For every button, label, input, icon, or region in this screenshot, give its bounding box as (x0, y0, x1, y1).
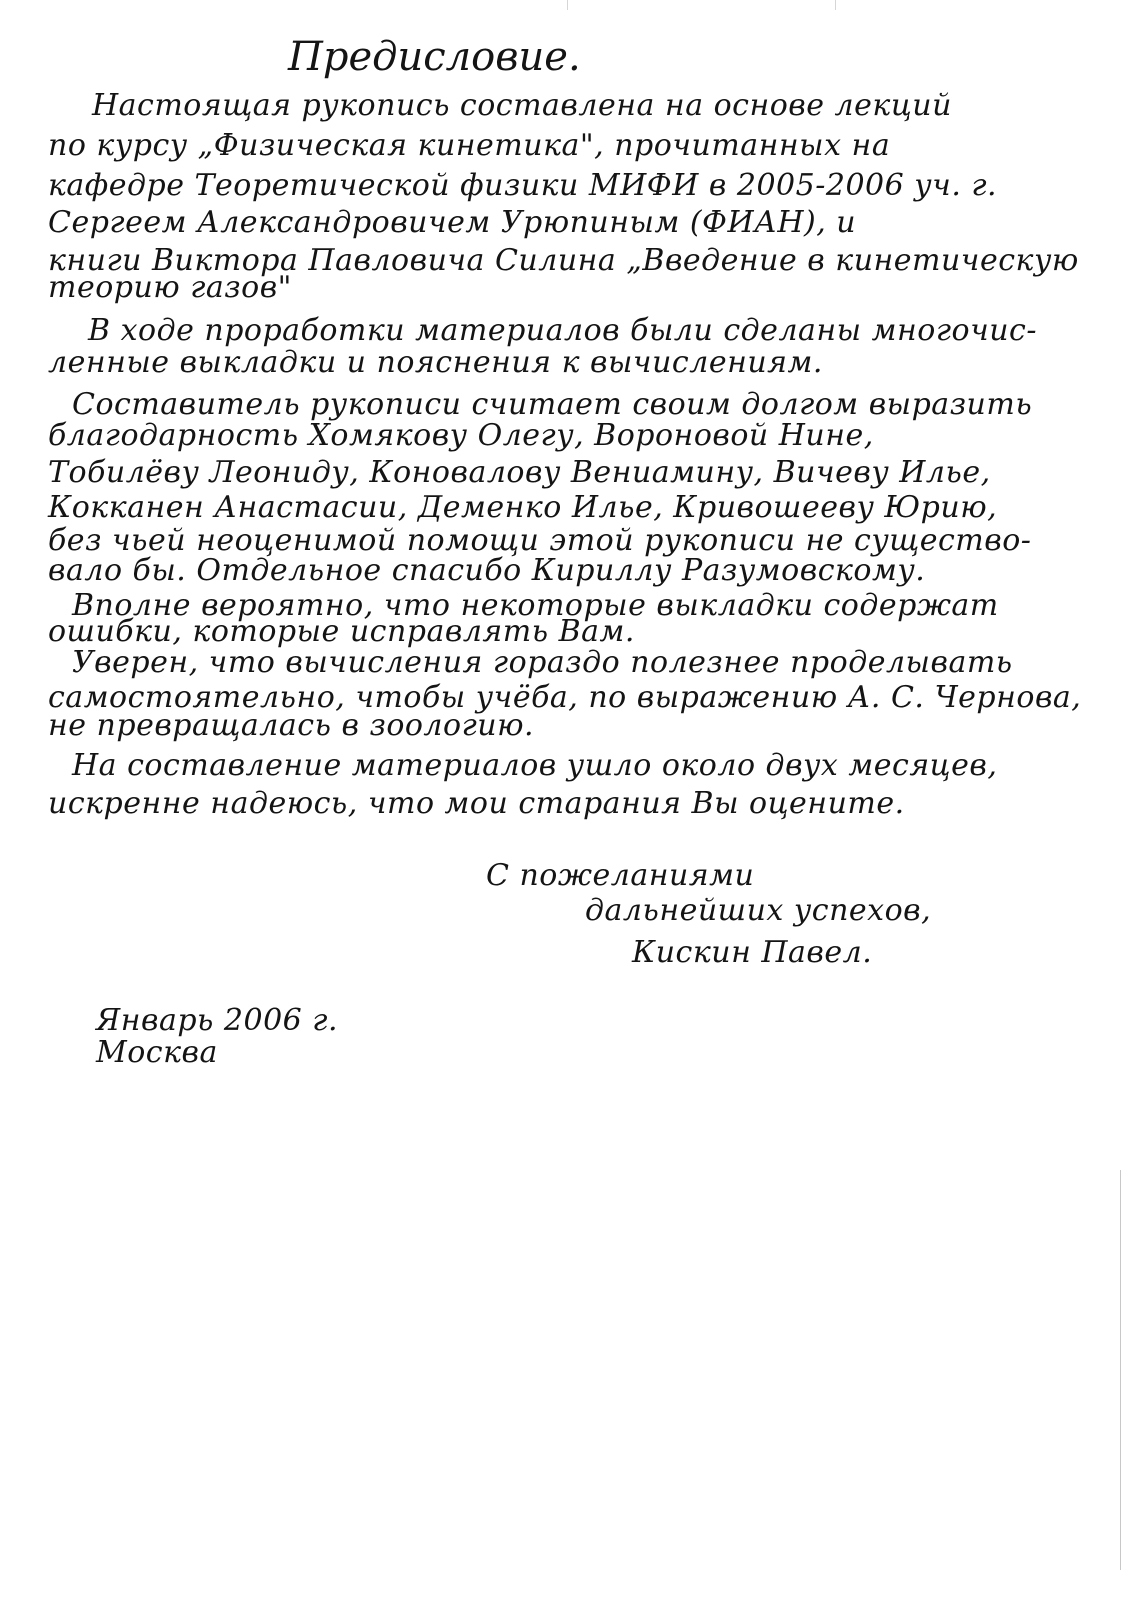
date-line: Январь 2006 г. (96, 1003, 338, 1038)
body-line: Вполне вероятно, что некоторые выкладки содержат (72, 588, 999, 623)
body-line: не превращалась в зоологию. (48, 708, 535, 743)
body-line: без чьей неоценимой помощи этой рукописи не существо- (48, 523, 1032, 558)
body-line: В ходе проработки материалов были сделаны многочис- (88, 313, 1037, 348)
body-line: ленные выкладки и пояснения к вычислениям. (48, 345, 823, 380)
place-line: Москва (96, 1035, 218, 1070)
body-line: по курсу „Физическая кинетика", прочитанных на (48, 128, 891, 163)
body-line: Настоящая рукопись составлена на основе лекций (92, 88, 952, 123)
body-line: искренне надеюсь, что мои старания Вы оцените. (48, 786, 905, 821)
body-line: благодарность Хомякову Олегу, Вороновой Нине, (48, 418, 874, 453)
signature-line: дальнейших успехов, (585, 893, 932, 928)
scan-mark (567, 0, 568, 10)
body-line: книги Виктора Павловича Силина „Введение в кинетическую (48, 243, 1079, 278)
body-line: Уверен, что вычисления гораздо полезнее проделывать (72, 645, 1013, 680)
scan-margin-line (1120, 1170, 1121, 1570)
body-line: Тобилёву Леониду, Коновалову Вениамину, Вичеву Илье, (48, 455, 991, 490)
body-line: вало бы. Отдельное спасибо Кириллу Разумовскому. (48, 553, 926, 588)
body-line: Кокканен Анастасии, Деменко Илье, Кривошееву Юрию, (48, 490, 998, 525)
body-line: На составление материалов ушло около двух месяцев, (72, 748, 998, 783)
scan-mark (835, 0, 836, 10)
body-line: кафедре Теоретической физики МИФИ в 2005-2006 уч. г. (48, 168, 998, 203)
body-line: самостоятельно, чтобы учёба, по выражению А. С. Чернова, (48, 680, 1082, 715)
signature-name: Кискин Павел. (632, 935, 873, 970)
body-line: Сергеем Александровичем Урюпиным (ФИАН), и (48, 205, 857, 240)
body-line: ошибки, которые исправлять Вам. (48, 614, 635, 649)
body-line: теорию газов" (48, 270, 292, 305)
body-line: Составитель рукописи считает своим долгом выразить (72, 387, 1033, 422)
page-title: Предисловие. (288, 34, 581, 80)
signature-line: С пожеланиями (486, 858, 755, 893)
